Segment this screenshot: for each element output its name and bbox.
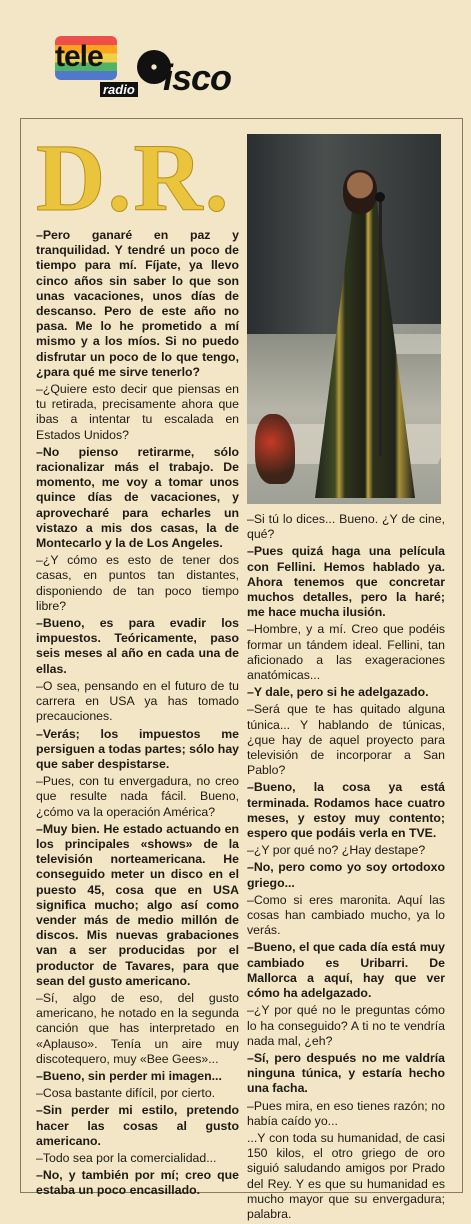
answer-paragraph: –Pues quizá haga una película con Fellini. Hemos hablado ya. Ahora tenemos que concretar muchos detalles, pero la haré; me hace mucha ilusión. bbox=[247, 544, 445, 620]
answer-paragraph: –Sin perder mi estilo, pretendo hacer las cosas al gusto americano. bbox=[36, 1103, 239, 1148]
question-paragraph: –Cosa bastante difícil, por cierto. bbox=[36, 1086, 216, 1101]
microphone-icon bbox=[375, 192, 385, 202]
answer-paragraph: –Y dale, pero si he adelgazado. bbox=[247, 685, 429, 700]
question-paragraph: –Si tú lo dices... Bueno. ¿Y de cine, qué? bbox=[247, 512, 445, 542]
answer-paragraph: –Pero ganaré en paz y tranquilidad. Y tendré un poco de tiempo para mí. Fíjate, ya llevo cinco años sin saber lo que son unas vacaciones, unos días de descanso. Pero de este año no pasa. Me lo he prometido a mí mismo y a los míos. Si no puedo disfrutar un poco de lo que tengo, ¿para qué me sirve tenerlo? bbox=[36, 228, 239, 379]
logo-tele-text: tele bbox=[55, 40, 103, 73]
question-paragraph: –O sea, pensando en el futuro de tu carrera en USA ya has tomado precauciones. bbox=[36, 678, 239, 724]
logo-isco-text: isco bbox=[163, 57, 232, 98]
microphone-stand-icon bbox=[379, 196, 382, 456]
question-paragraph: –Pues, con tu envergadura, no creo que resulte nada fácil. Bueno, ¿cómo va la operación América? bbox=[36, 774, 239, 819]
answer-paragraph: –Bueno, el que cada día está muy cambiado es Uribarri. De Mallorca a aquí, hay que ver cómo ha adelgazado. bbox=[247, 940, 445, 1001]
question-paragraph: –Todo sea por la comercialidad... bbox=[36, 1150, 217, 1165]
question-paragraph: –Como si eres maronita. Aquí las cosas han cambiado mucho, ya lo verás. bbox=[247, 892, 445, 938]
answer-paragraph: –No, pero como yo soy ortodoxo griego... bbox=[247, 860, 445, 890]
question-paragraph: –¿Y cómo es esto de tener dos casas, en puntos tan distantes, disponiendo de tan poco tiempo libre? bbox=[36, 553, 239, 613]
answer-paragraph: –Sí, pero después no me valdría ninguna túnica, y estaría hecho una facha. bbox=[247, 1050, 445, 1096]
question-paragraph: –Sí, algo de eso, del gusto americano, he notado en la segunda canción que has interpretado en «Aplauso». Tenía un aire muy discotequero, muy «Bee Gees»... bbox=[36, 990, 239, 1066]
article-title: D.R. bbox=[36, 124, 231, 231]
left-text-column bbox=[36, 228, 239, 1201]
singer-head bbox=[343, 170, 377, 214]
answer-paragraph: –No, y también por mí; creo que estaba un poco encasillado. bbox=[36, 1168, 239, 1198]
question-paragraph: –Será que te has quitado alguna túnica... Y hablando de túnicas, ¿que hay de aquel proyecto para televisión de incorporar a San Pablo? bbox=[247, 702, 445, 778]
question-paragraph: –Hombre, y a mí. Creo que podéis formar un tándem ideal. Fellini, tan aficionado a las exageraciones anatómicas... bbox=[247, 622, 445, 683]
answer-paragraph: –Muy bien. He estado actuando en los principales «shows» de la televisión norteamericana. He conseguido meter un disco en el puesto 45, cosa que en USA significa mucho; algo así como vender más de medio millón de discos. Mis nuevas grabaciones van a ser producidas por el productor de Tavares, para que sean del gusto americano. bbox=[36, 821, 239, 988]
question-paragraph: –Pues mira, en eso tienes razón; no había caído yo... bbox=[247, 1098, 445, 1128]
logo-radio-text: radio bbox=[100, 82, 138, 97]
answer-paragraph: –Bueno, sin perder mi imagen... bbox=[36, 1068, 222, 1083]
question-paragraph: –¿Y por qué no? ¿Hay destape? bbox=[247, 843, 426, 858]
answer-paragraph: –No pienso retirarme, sólo racionalizar más el trabajo. De momento, me voy a tomar unos quince días de vacaciones, y aprovecharé para echarles un vistazo a mis dos casas, la de Montecarlo y la de Los Angeles. bbox=[36, 444, 239, 551]
question-paragraph: ...Y con toda su humanidad, de casi 150 kilos, el otro griego de oro siguió saludando amigos por Prado del Rey. Y es que su humanidad es mucho mayor que su envergadura; palabra. bbox=[247, 1130, 445, 1221]
answer-paragraph: –Verás; los impuestos me persiguen a todas partes; sólo hay que saber despistarse. bbox=[36, 726, 239, 771]
question-paragraph: –¿Quiere esto decir que piensas en tu retirada, precisamente ahora que ibas a intentar tu escalada en Estados Unidos? bbox=[36, 382, 239, 442]
teledisco-logo bbox=[55, 22, 240, 104]
singer-photo bbox=[247, 134, 441, 504]
stage-plant bbox=[255, 414, 295, 484]
right-text-column bbox=[247, 512, 445, 1224]
question-paragraph: –¿Y por qué no le preguntas cómo lo ha conseguido? A ti no te vendría nada mal, ¿eh? bbox=[247, 1003, 445, 1048]
answer-paragraph: –Bueno, es para evadir los impuestos. Teóricamente, paso seis meses al año en cada una de ellas. bbox=[36, 616, 239, 676]
answer-paragraph: –Bueno, la cosa ya está terminada. Rodamos hace cuatro meses, y estoy muy contento; espero que podáis verla en TVE. bbox=[247, 780, 445, 841]
